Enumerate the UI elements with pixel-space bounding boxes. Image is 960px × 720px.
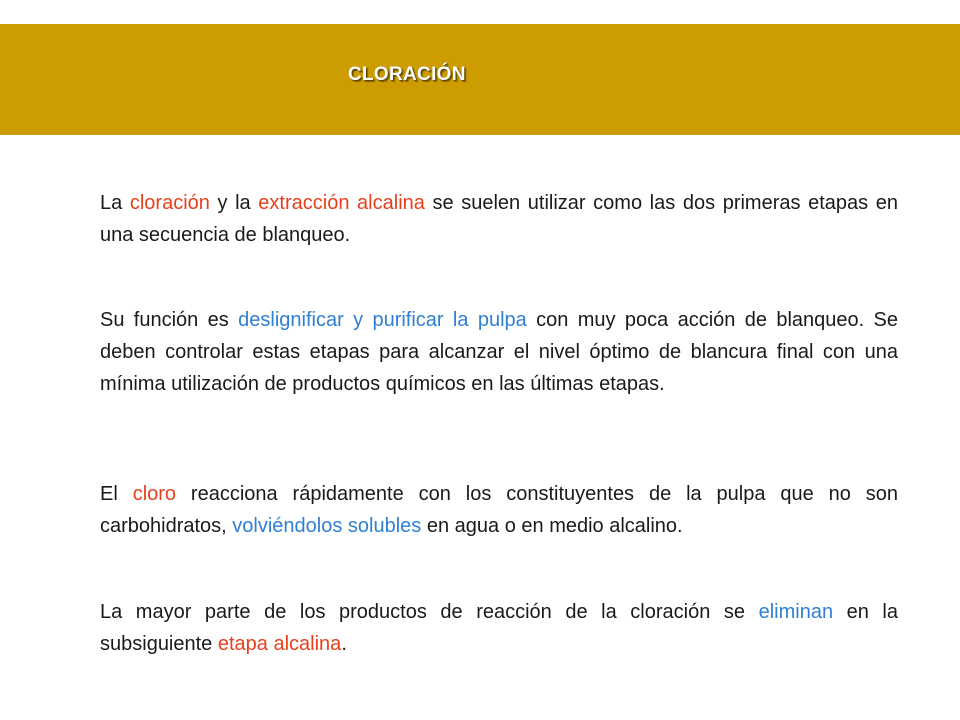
text-segment: reacciona rápidamente con los constituyentes de la pulpa que no son carbohidratos, — [100, 483, 899, 537]
highlight-term: volviéndolos solubles — [232, 515, 422, 537]
highlight-term: eliminan — [758, 601, 834, 623]
text-segment: en agua o en medio alcalino. — [421, 515, 683, 537]
highlight-term: cloración — [129, 192, 210, 214]
text-segment: La mayor parte de los productos de reacción de la cloración se — [100, 601, 759, 623]
text-segment: se suelen utilizar como las dos primeras etapas en una secuencia de blanqueo. — [100, 192, 899, 246]
highlight-term: deslignificar y purificar la pulpa — [238, 309, 527, 331]
text-segment: con muy poca acción de blanqueo. Se deben controlar estas etapas para alcanzar el nivel óptimo de blancura final con una mínima utilización de productos químicos en las últimas etapas. — [100, 309, 899, 395]
text-segment: y la — [209, 192, 259, 214]
text-segment: La — [100, 192, 130, 214]
highlight-term: cloro — [132, 483, 177, 505]
highlight-term: etapa alcalina — [217, 633, 342, 655]
text-segment: El — [100, 483, 133, 505]
slide-title: CLORACIÓN — [348, 64, 466, 85]
text-segment: en la subsiguiente — [100, 601, 898, 655]
text-segment: . — [341, 633, 347, 655]
paragraph-1 — [100, 187, 898, 251]
highlight-term: extracción alcalina — [258, 192, 425, 214]
paragraph-2 — [100, 304, 898, 400]
text-segment: Su función es — [100, 309, 239, 331]
title-bar — [0, 24, 960, 135]
paragraph-4 — [100, 596, 898, 660]
paragraph-3 — [100, 478, 898, 542]
